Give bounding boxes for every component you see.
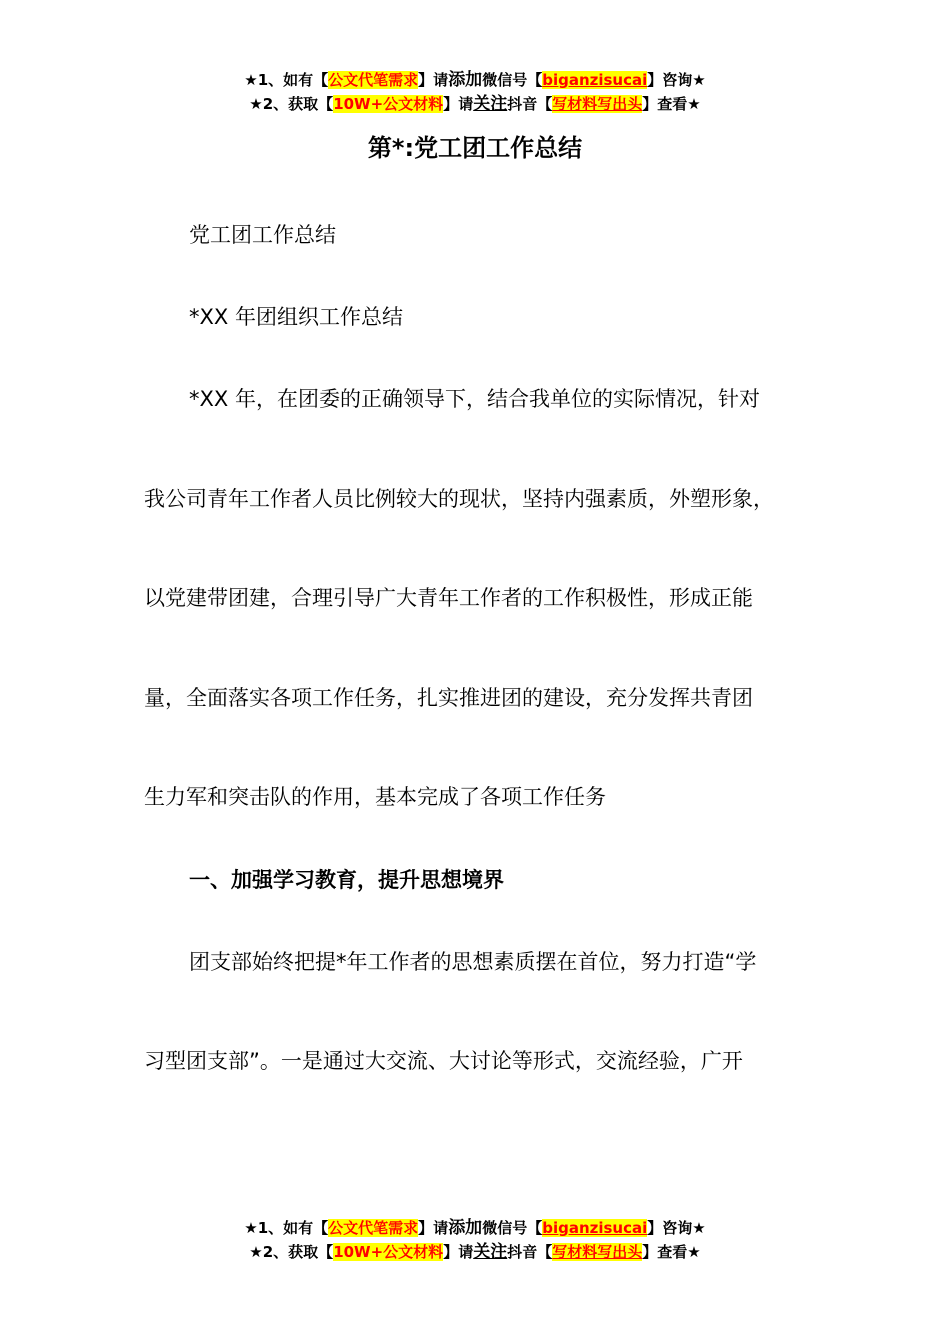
wechat-id-link[interactable]: biganzisucai	[542, 71, 648, 89]
douyin-account-link[interactable]: 写材料写出头	[552, 95, 643, 113]
banner-text: 抖音【	[507, 1243, 553, 1261]
emphasis-follow: 关注	[473, 1242, 508, 1262]
paragraph-line: 习型团支部”。一是通过大交流、大讨论等形式，交流经验，广开	[144, 1049, 743, 1073]
paragraph-line: 团支部始终把提*年工作者的思想素质摆在首位，努力打造“学	[189, 950, 757, 974]
banner-text: 】请	[443, 1243, 474, 1261]
highlight-ghostwriting: 公文代笔需求	[328, 1219, 419, 1237]
highlight-ghostwriting: 公文代笔需求	[328, 71, 419, 89]
emphasis-add: 添加	[448, 70, 483, 90]
banner-text: 】咨询★	[647, 71, 706, 89]
wechat-id-link[interactable]: biganzisucai	[542, 1219, 648, 1237]
paragraph-line: 生力军和突击队的作用，基本完成了各项工作任务	[144, 785, 606, 809]
header-banner	[0, 68, 950, 116]
report-heading: *XX 年团组织工作总结	[189, 305, 403, 329]
paragraph-line: 我公司青年工作者人员比例较大的现状，坚持内强素质，外塑形象，	[144, 487, 774, 511]
banner-text: ★2、获取【	[249, 95, 334, 113]
banner-text: 】查看★	[642, 95, 701, 113]
footer-banner	[0, 1216, 950, 1264]
paragraph-line: 以党建带团建，合理引导广大青年工作者的工作积极性，形成正能	[144, 586, 753, 610]
paragraph-line: *XX 年，在团委的正确领导下，结合我单位的实际情况，针对	[189, 387, 760, 411]
banner-text: ★1、如有【	[244, 71, 329, 89]
banner-text: 】咨询★	[647, 1219, 706, 1237]
banner-text: 】请	[418, 1219, 449, 1237]
banner-text: ★2、获取【	[249, 1243, 334, 1261]
banner-text: 微信号【	[482, 71, 543, 89]
banner-text: 】查看★	[642, 1243, 701, 1261]
paragraph-line: 量，全面落实各项工作任务，扎实推进团的建设，充分发挥共青团	[144, 686, 753, 710]
banner-text: 】请	[443, 95, 474, 113]
emphasis-add: 添加	[448, 1218, 483, 1238]
banner-text: 】请	[418, 71, 449, 89]
emphasis-follow: 关注	[473, 94, 508, 114]
banner-line-1	[0, 68, 950, 92]
subtitle-line: 党工团工作总结	[189, 223, 336, 247]
banner-line-1	[0, 1216, 950, 1240]
highlight-materials: 10W+公文材料	[333, 95, 444, 113]
banner-text: 抖音【	[507, 95, 553, 113]
banner-text: ★1、如有【	[244, 1219, 329, 1237]
banner-text: 微信号【	[482, 1219, 543, 1237]
section-heading: 一、加强学习教育，提升思想境界	[189, 868, 504, 892]
document-title: 第*:党工团工作总结	[367, 134, 583, 162]
douyin-account-link[interactable]: 写材料写出头	[552, 1243, 643, 1261]
banner-line-2	[0, 1240, 950, 1264]
highlight-materials: 10W+公文材料	[333, 1243, 444, 1261]
banner-line-2	[0, 92, 950, 116]
